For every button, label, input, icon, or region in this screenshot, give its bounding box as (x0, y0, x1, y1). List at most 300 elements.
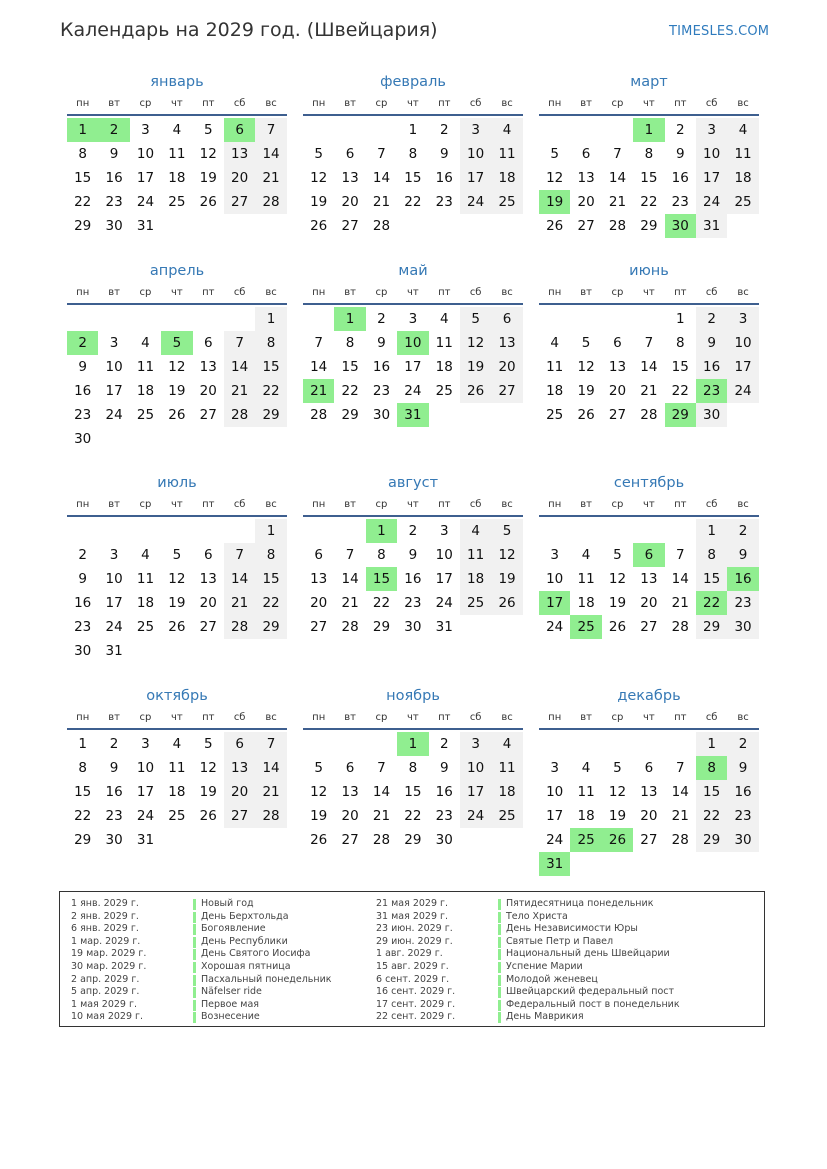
day-cell: 4 (460, 519, 491, 543)
day-cell: 23 (404, 595, 422, 611)
day-cell: 11 (577, 784, 595, 800)
day-cell: 14 (255, 142, 286, 166)
day-cell: 9 (78, 359, 87, 375)
day-cell: 24 (136, 194, 155, 210)
legend-row (376, 974, 680, 987)
day-cell: 27 (310, 619, 328, 635)
legend-column-left (71, 898, 332, 1024)
day-cell: 2 (408, 523, 418, 539)
day-cell: 11 (546, 359, 564, 375)
weekday-label: сб (705, 98, 718, 109)
day-cell: 20 (224, 166, 255, 190)
day-cell: 28 (640, 407, 658, 423)
legend-color-marker (498, 987, 501, 998)
day-cell: 14 (255, 756, 286, 780)
day-cell: 3 (550, 547, 559, 563)
empty-day-cell (665, 852, 696, 876)
legend-row (376, 999, 680, 1012)
day-cell: 16 (74, 383, 92, 399)
legend-color-marker (498, 962, 501, 973)
legend-row (376, 923, 680, 936)
empty-day-cell (602, 118, 633, 142)
holiday-day-cell: 1 (397, 732, 428, 756)
day-cell: 13 (577, 170, 595, 186)
day-cell: 14 (372, 784, 391, 800)
weekday-label: вт (580, 287, 592, 298)
holiday-day-cell: 5 (161, 331, 192, 355)
weekday-label: сб (233, 287, 246, 298)
weekday-label: пн (548, 287, 562, 298)
legend-color-marker (193, 924, 196, 935)
day-cell: 19 (199, 784, 217, 800)
day-cell: 14 (640, 359, 658, 375)
weekday-label: чт (407, 712, 419, 723)
day-cell: 20 (199, 383, 217, 399)
day-cell: 8 (377, 547, 386, 563)
day-cell: 5 (203, 736, 213, 752)
empty-day-cell (366, 732, 397, 756)
legend-date: 1 янв. 2029 г. (71, 898, 139, 909)
weekday-label: чт (643, 712, 655, 723)
day-cell: 18 (491, 780, 522, 804)
day-cell: 23 (435, 194, 453, 210)
legend-holiday-name: Пасхальный понедельник (201, 973, 332, 985)
day-cell: 6 (644, 760, 654, 776)
legend-row (71, 923, 332, 936)
day-cell: 23 (74, 407, 92, 423)
day-cell: 16 (435, 170, 453, 186)
empty-day-cell (491, 403, 522, 427)
day-cell: 12 (199, 146, 217, 162)
day-cell: 23 (74, 619, 92, 635)
day-cell: 7 (644, 335, 654, 351)
day-cell: 14 (671, 571, 689, 587)
day-cell: 24 (546, 832, 564, 848)
holiday-day-cell: 31 (397, 403, 428, 427)
empty-day-cell (334, 118, 365, 142)
legend-color-marker (193, 899, 196, 910)
day-cell: 2 (727, 519, 758, 543)
day-cell: 27 (199, 619, 217, 635)
day-cell: 14 (224, 355, 255, 379)
weekday-label: сб (469, 712, 482, 723)
day-cell: 30 (372, 407, 391, 423)
legend-holiday-name: Вознесение (201, 1011, 260, 1023)
month-block (539, 684, 759, 876)
empty-day-cell (570, 732, 601, 756)
day-cell: 15 (696, 780, 727, 804)
legend-holiday-name: Тело Христа (506, 910, 568, 922)
month-name: октябрь (146, 688, 208, 704)
day-cell: 16 (671, 170, 689, 186)
weekday-label: вс (737, 287, 749, 298)
day-cell: 25 (727, 190, 758, 214)
weekday-label: сб (705, 712, 718, 723)
day-cell: 8 (408, 760, 418, 776)
day-cell: 17 (136, 170, 155, 186)
legend-row (376, 1011, 680, 1024)
legend-color-marker (498, 924, 501, 935)
empty-day-cell (130, 639, 161, 663)
day-grid (303, 519, 523, 639)
weekday-label: ср (611, 712, 624, 723)
empty-day-cell (491, 828, 522, 852)
day-cell: 11 (435, 335, 453, 351)
day-cell: 20 (224, 780, 255, 804)
empty-day-cell (98, 427, 129, 451)
weekday-label: пт (438, 499, 451, 510)
day-cell: 10 (727, 331, 758, 355)
day-cell: 11 (727, 142, 758, 166)
legend-holiday-name: День Маврикия (506, 1011, 584, 1023)
day-cell: 12 (608, 571, 627, 587)
day-cell: 4 (550, 335, 559, 351)
day-cell: 18 (136, 595, 155, 611)
day-cell: 20 (310, 595, 328, 611)
day-cell: 30 (74, 431, 92, 447)
day-cell: 22 (74, 194, 92, 210)
day-cell: 10 (105, 571, 123, 587)
legend-date: 22 сент. 2029 г. (376, 1011, 456, 1023)
day-cell: 4 (172, 122, 182, 138)
legend-row (71, 961, 332, 974)
weekday-label: вс (265, 287, 277, 298)
day-cell: 19 (199, 170, 217, 186)
weekday-label: пн (76, 287, 90, 298)
holiday-day-cell: 22 (696, 591, 727, 615)
empty-day-cell (539, 519, 570, 543)
day-cell: 13 (341, 170, 359, 186)
day-cell: 22 (671, 383, 689, 399)
day-cell: 10 (136, 146, 155, 162)
weekday-label: чт (643, 98, 655, 109)
legend-date: 31 мая 2029 г. (376, 910, 449, 922)
empty-day-cell (539, 118, 570, 142)
weekday-label: вс (265, 499, 277, 510)
day-cell: 22 (74, 808, 92, 824)
legend-holiday-name: Национальный день Швейцарии (506, 948, 670, 960)
empty-day-cell (224, 427, 255, 451)
day-cell: 16 (404, 571, 422, 587)
day-cell: 14 (671, 784, 689, 800)
day-cell: 1 (675, 311, 685, 327)
day-cell: 21 (640, 383, 658, 399)
day-cell: 6 (345, 146, 355, 162)
day-cell: 27 (224, 804, 255, 828)
day-cell: 3 (550, 760, 559, 776)
holiday-day-cell: 15 (366, 567, 397, 591)
day-cell: 16 (105, 170, 123, 186)
weekday-label: вт (108, 712, 120, 723)
day-cell: 1 (78, 736, 87, 752)
empty-day-cell (633, 852, 664, 876)
month-block (67, 259, 287, 451)
month-block (67, 684, 287, 852)
day-cell: 4 (491, 732, 522, 756)
weekday-header (539, 94, 759, 116)
day-cell: 20 (199, 595, 217, 611)
day-cell: 21 (608, 194, 627, 210)
day-cell: 17 (696, 166, 727, 190)
month-block (303, 684, 523, 852)
day-cell: 2 (727, 732, 758, 756)
legend-row (71, 974, 332, 987)
day-cell: 18 (727, 166, 758, 190)
legend-row (376, 936, 680, 949)
day-cell: 9 (377, 335, 386, 351)
day-cell: 17 (546, 808, 564, 824)
empty-day-cell (491, 615, 522, 639)
day-cell: 7 (675, 760, 685, 776)
day-cell: 6 (613, 335, 622, 351)
legend-holiday-name: Хорошая пятница (201, 960, 291, 972)
day-cell: 25 (491, 804, 522, 828)
month-name: август (387, 475, 439, 491)
day-cell: 22 (696, 804, 727, 828)
day-cell: 29 (255, 615, 286, 639)
legend-holiday-name: Швейцарский федеральный пост (506, 986, 675, 998)
empty-day-cell (429, 214, 460, 238)
weekday-label: чт (407, 287, 419, 298)
day-cell: 30 (727, 828, 758, 852)
day-cell: 5 (581, 335, 591, 351)
day-cell: 28 (372, 832, 391, 848)
weekday-label: пт (202, 712, 215, 723)
weekday-label: вт (344, 712, 356, 723)
day-cell: 15 (74, 784, 92, 800)
day-cell: 2 (439, 122, 449, 138)
empty-day-cell (491, 214, 522, 238)
weekday-label: вс (501, 712, 513, 723)
legend-column-right (376, 898, 680, 1024)
day-cell: 26 (310, 832, 328, 848)
day-cell: 4 (141, 547, 150, 563)
day-cell: 28 (341, 619, 359, 635)
day-cell: 6 (224, 732, 255, 756)
day-cell: 19 (168, 383, 186, 399)
weekday-label: пн (312, 712, 326, 723)
empty-day-cell (224, 828, 255, 852)
day-cell: 24 (696, 190, 727, 214)
weekday-label: сб (233, 712, 246, 723)
day-cell: 30 (105, 832, 123, 848)
empty-day-cell (161, 427, 192, 451)
weekday-header (303, 495, 523, 517)
weekday-label: пн (312, 287, 326, 298)
empty-day-cell (193, 214, 224, 238)
day-cell: 30 (74, 643, 92, 659)
day-cell: 26 (199, 808, 217, 824)
day-cell: 8 (696, 543, 727, 567)
holiday-day-cell: 26 (602, 828, 633, 852)
weekday-label: чт (407, 98, 419, 109)
day-cell: 12 (577, 359, 595, 375)
day-cell: 20 (341, 194, 359, 210)
day-cell: 2 (439, 736, 449, 752)
empty-day-cell (224, 639, 255, 663)
day-cell: 29 (74, 832, 92, 848)
day-cell: 12 (199, 760, 217, 776)
day-cell: 11 (460, 543, 491, 567)
day-cell: 15 (74, 170, 92, 186)
day-cell: 26 (546, 218, 564, 234)
day-cell: 24 (727, 379, 758, 403)
weekday-label: пн (76, 712, 90, 723)
empty-day-cell (193, 519, 224, 543)
day-cell: 5 (314, 760, 323, 776)
empty-day-cell (696, 852, 727, 876)
day-cell: 9 (675, 146, 685, 162)
day-cell: 3 (141, 122, 150, 138)
empty-day-cell (727, 403, 758, 427)
empty-day-cell (255, 828, 286, 852)
empty-day-cell (460, 615, 491, 639)
weekday-label: чт (171, 98, 183, 109)
legend-holiday-name: День Берхтольда (201, 910, 289, 922)
legend-date: 1 авг. 2029 г. (376, 948, 443, 960)
day-cell: 12 (168, 359, 186, 375)
legend-row (71, 936, 332, 949)
day-cell: 6 (581, 146, 591, 162)
day-cell: 20 (491, 355, 522, 379)
day-cell: 10 (696, 142, 727, 166)
day-cell: 27 (640, 619, 658, 635)
weekday-label: вт (108, 98, 120, 109)
day-cell: 30 (404, 619, 422, 635)
empty-day-cell (130, 307, 161, 331)
day-cell: 1 (696, 732, 727, 756)
day-cell: 10 (435, 547, 453, 563)
weekday-label: сб (705, 287, 718, 298)
day-cell: 14 (372, 170, 391, 186)
month-name: июль (157, 475, 197, 491)
weekday-label: пн (76, 499, 90, 510)
legend-date: 6 янв. 2029 г. (71, 923, 139, 935)
month-name: сентябрь (613, 475, 685, 491)
day-cell: 17 (136, 784, 155, 800)
weekday-label: вс (501, 98, 513, 109)
day-cell: 8 (644, 146, 654, 162)
day-cell: 7 (377, 146, 386, 162)
day-cell: 14 (341, 571, 359, 587)
day-cell: 11 (491, 142, 522, 166)
legend-color-marker (498, 949, 501, 960)
weekday-label: сб (233, 98, 246, 109)
legend-holiday-name: Молодой женевец (506, 973, 598, 985)
weekday-header (67, 94, 287, 116)
day-cell: 17 (727, 355, 758, 379)
day-cell: 10 (546, 784, 564, 800)
day-cell: 11 (577, 571, 595, 587)
legend-holiday-name: Первое мая (201, 998, 259, 1010)
day-cell: 27 (199, 407, 217, 423)
day-cell: 11 (168, 146, 186, 162)
empty-day-cell (570, 307, 601, 331)
month-name: декабрь (617, 688, 681, 704)
empty-day-cell (460, 403, 491, 427)
day-cell: 15 (640, 170, 658, 186)
day-cell: 10 (546, 571, 564, 587)
day-cell: 16 (105, 784, 123, 800)
day-cell: 17 (105, 595, 123, 611)
day-cell: 2 (675, 122, 685, 138)
weekday-label: пт (674, 98, 687, 109)
day-cell: 26 (608, 619, 627, 635)
day-cell: 8 (255, 543, 286, 567)
legend-holiday-name: Näfelser ride (201, 986, 262, 998)
day-cell: 25 (435, 383, 453, 399)
day-cell: 30 (105, 218, 123, 234)
site-link[interactable]: TIMESLES.COM (669, 24, 770, 39)
empty-day-cell (570, 519, 601, 543)
day-cell: 28 (372, 218, 391, 234)
holiday-day-cell: 1 (633, 118, 664, 142)
weekday-label: вт (108, 287, 120, 298)
legend-color-marker (193, 975, 196, 986)
month-block (67, 471, 287, 663)
weekday-label: ср (611, 287, 624, 298)
weekday-label: ср (611, 499, 624, 510)
day-grid (303, 732, 523, 852)
empty-day-cell (334, 519, 365, 543)
legend-date: 1 мая 2029 г. (71, 998, 137, 1010)
empty-day-cell (366, 118, 397, 142)
day-cell: 23 (671, 194, 689, 210)
day-cell: 21 (341, 595, 359, 611)
weekday-label: вс (737, 712, 749, 723)
day-cell: 27 (341, 218, 359, 234)
legend-date: 21 мая 2029 г. (376, 898, 449, 909)
day-cell: 29 (372, 619, 391, 635)
empty-day-cell (570, 852, 601, 876)
weekday-label: пт (438, 98, 451, 109)
empty-day-cell (539, 732, 570, 756)
empty-day-cell (98, 519, 129, 543)
day-cell: 8 (675, 335, 685, 351)
empty-day-cell (727, 852, 758, 876)
weekday-label: пн (548, 712, 562, 723)
day-cell: 15 (341, 359, 359, 375)
day-cell: 5 (460, 307, 491, 331)
day-cell: 7 (255, 118, 286, 142)
day-cell: 18 (546, 383, 564, 399)
weekday-label: пт (202, 287, 215, 298)
day-cell: 21 (671, 808, 689, 824)
day-cell: 25 (168, 194, 186, 210)
weekday-label: чт (643, 287, 655, 298)
weekday-label: вт (344, 98, 356, 109)
month-block (303, 70, 523, 238)
weekday-label: сб (233, 499, 246, 510)
weekday-label: вс (265, 98, 277, 109)
legend-holiday-name: Святые Петр и Павел (506, 935, 614, 947)
legend-date: 23 июн. 2029 г. (376, 923, 453, 935)
weekday-label: ср (139, 712, 152, 723)
day-grid (539, 732, 759, 876)
day-cell: 22 (404, 808, 422, 824)
day-cell: 20 (341, 808, 359, 824)
day-cell: 19 (460, 355, 491, 379)
day-cell: 28 (224, 615, 255, 639)
day-cell: 6 (203, 335, 213, 351)
legend-color-marker (498, 937, 501, 948)
legend-holiday-name: Успение Марии (506, 960, 583, 972)
day-cell: 7 (255, 732, 286, 756)
empty-day-cell (161, 519, 192, 543)
day-cell: 11 (136, 571, 155, 587)
empty-day-cell (130, 427, 161, 451)
day-cell: 24 (404, 383, 422, 399)
